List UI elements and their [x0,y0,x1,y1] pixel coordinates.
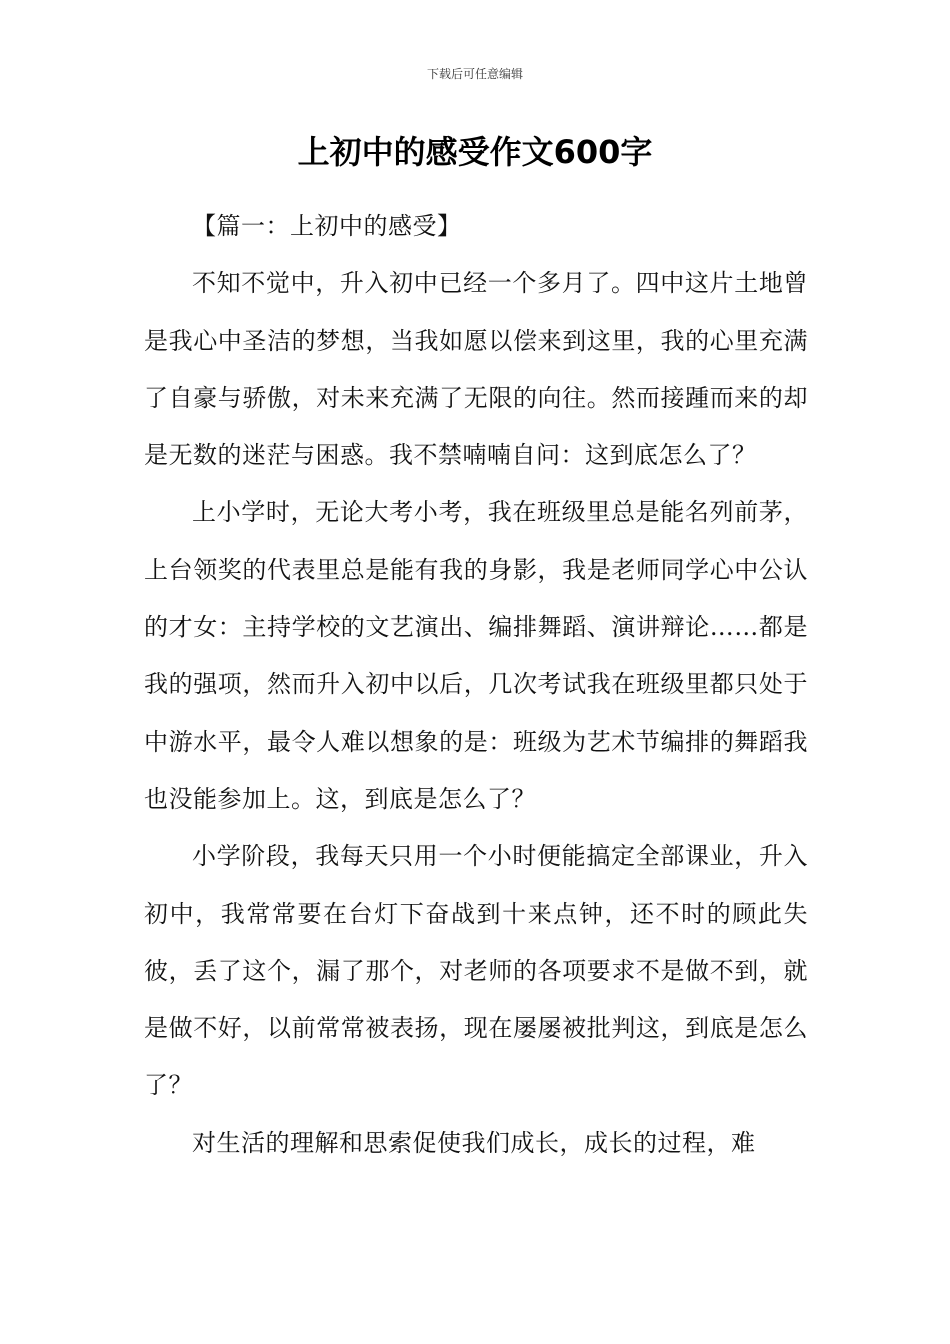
document-title: 上初中的感受作文600字 [297,133,653,171]
paragraph: 小学阶段，我每天只用一个小时便能搞定全部课业，升入初中，我常常要在台灯下奋战到十来点钟，还不时的顾此失彼，丢了这个，漏了那个，对老师的各项要求不是做不到，就是做不好，以前常常被表扬，现在屡屡被批判这，到底是怎么了？ [144,842,808,1100]
header-note: 下载后可任意编辑 [426,67,523,81]
paragraph: 不知不觉中，升入初中已经一个多月了。四中这片土地曾是我心中圣洁的梦想，当我如愿以偿来到这里，我的心里充满了自豪与骄傲，对未来充满了无限的向往。然而接踵而来的却是无数的迷茫与困惑。我不禁喃喃自问：这到底怎么了？ [144,269,808,470]
document-body [144,198,808,1172]
section-heading: 【篇一：上初中的感受】 [192,212,462,240]
paragraph: 上小学时，无论大考小考，我在班级里总是能名列前茅，上台领奖的代表里总是能有我的身影，我是老师同学心中公认的才女：主持学校的文艺演出、编排舞蹈、演讲辩论……都是我的强项，然而升入初中以后，几次考试我在班级里都只处于中游水平，最令人难以想象的是：班级为艺术节编排的舞蹈我也没能参加上。这，到底是怎么了？ [144,498,808,813]
paragraph: 对生活的理解和思索促使我们成长，成长的过程，难 [192,1128,756,1157]
